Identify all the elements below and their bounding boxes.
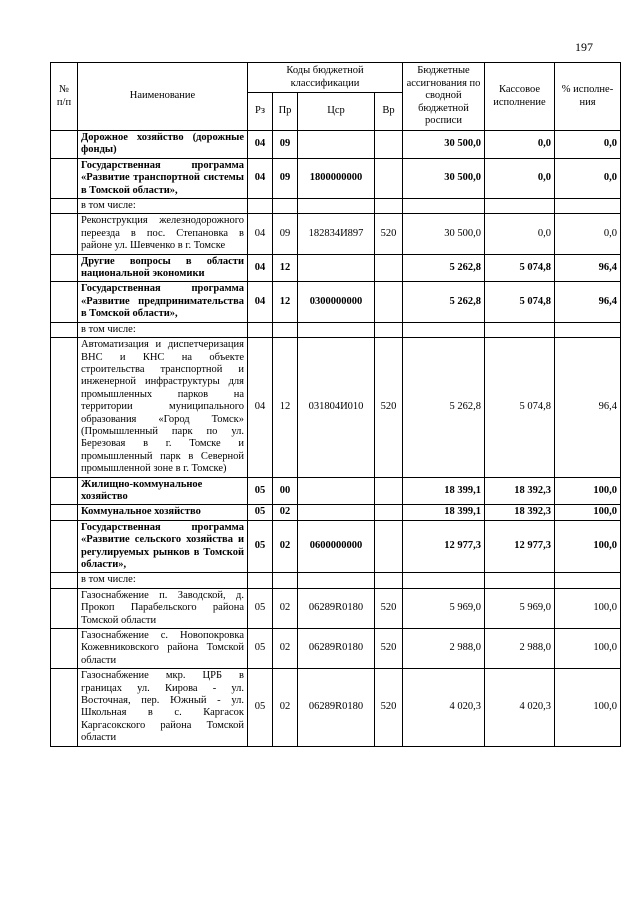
table-body [51, 131, 621, 747]
header-vr: Вр [375, 93, 403, 131]
table-row [51, 322, 621, 337]
cell-assign: 5 262,8 [403, 254, 485, 282]
cell-name: Дорожное хозяйство (дорожные фонды) [78, 131, 248, 159]
cell-no [51, 199, 78, 214]
cell-name: Автоматизация и диспетчеризация ВНС и КНС на объекте строительства транспортной и инженерной инфраструктуры для промышленных парков на территории муниципального образования «Город Томск» (Промышленный парк по ул. Березовая в г. Томске и промышленный парк в Северной промышленной зоне в г. Томске) [78, 338, 248, 477]
cell-no [51, 520, 78, 573]
cell-pct: 96,4 [555, 282, 621, 322]
cell-name: Государственная программа «Развитие предпринимательства в Томской области», [78, 282, 248, 322]
cell-assign: 5 262,8 [403, 338, 485, 477]
cell-pct: 96,4 [555, 338, 621, 477]
cell-vr: 520 [375, 588, 403, 628]
cell-csr [298, 131, 375, 159]
cell-no [51, 669, 78, 746]
table-row [51, 158, 621, 198]
cell-cash: 5 074,8 [485, 338, 555, 477]
cell-vr [375, 158, 403, 198]
cell-assign: 30 500,0 [403, 158, 485, 198]
cell-csr: 0300000000 [298, 282, 375, 322]
header-pr: Пр [273, 93, 298, 131]
cell-assign: 4 020,3 [403, 669, 485, 746]
cell-vr [375, 505, 403, 520]
cell-assign: 18 399,1 [403, 505, 485, 520]
cell-csr [298, 199, 375, 214]
cell-pr: 02 [273, 629, 298, 669]
cell-cash [485, 573, 555, 588]
cell-pr: 09 [273, 131, 298, 159]
cell-no [51, 214, 78, 254]
cell-vr: 520 [375, 629, 403, 669]
cell-name: Газоснабжение мкр. ЦРБ в границах ул. Кирова - ул. Восточная, пер. Южный - ул. Школьная в с. Каргасок Каргасокского района Томской области [78, 669, 248, 746]
cell-name: Жилищно-коммунальное хозяйство [78, 477, 248, 505]
cell-pr: 09 [273, 214, 298, 254]
cell-cash: 0,0 [485, 131, 555, 159]
cell-assign [403, 199, 485, 214]
cell-pct: 100,0 [555, 669, 621, 746]
cell-csr: 1800000000 [298, 158, 375, 198]
cell-assign: 30 500,0 [403, 214, 485, 254]
table-row [51, 131, 621, 159]
cell-rz: 05 [248, 520, 273, 573]
cell-vr [375, 520, 403, 573]
cell-csr: 031804И010 [298, 338, 375, 477]
cell-rz [248, 573, 273, 588]
header-pct: % исполне-ния [555, 63, 621, 131]
table-header [51, 63, 621, 131]
cell-no [51, 322, 78, 337]
cell-csr [298, 322, 375, 337]
cell-no [51, 505, 78, 520]
cell-csr: 06289R0180 [298, 629, 375, 669]
cell-cash: 5 074,8 [485, 254, 555, 282]
cell-rz: 05 [248, 669, 273, 746]
cell-vr: 520 [375, 214, 403, 254]
cell-csr [298, 505, 375, 520]
cell-assign: 12 977,3 [403, 520, 485, 573]
cell-name: Коммунальное хозяйство [78, 505, 248, 520]
cell-rz [248, 199, 273, 214]
cell-cash [485, 322, 555, 337]
cell-vr [375, 282, 403, 322]
cell-cash [485, 199, 555, 214]
table-row [51, 199, 621, 214]
cell-name: Реконструкция железнодорожного переезда в пос. Степановка в районе ул. Шевченко в г. Томске [78, 214, 248, 254]
cell-rz: 04 [248, 158, 273, 198]
cell-name: Другие вопросы в области национальной экономики [78, 254, 248, 282]
cell-pct [555, 199, 621, 214]
cell-pct: 100,0 [555, 588, 621, 628]
table-row [51, 505, 621, 520]
budget-table [50, 62, 621, 747]
cell-vr: 520 [375, 669, 403, 746]
table-row [51, 520, 621, 573]
cell-rz: 05 [248, 477, 273, 505]
cell-pct: 0,0 [555, 131, 621, 159]
cell-pr [273, 199, 298, 214]
cell-vr [375, 131, 403, 159]
cell-assign [403, 322, 485, 337]
cell-pr: 02 [273, 520, 298, 573]
cell-pct: 100,0 [555, 520, 621, 573]
cell-vr [375, 254, 403, 282]
cell-vr [375, 477, 403, 505]
cell-assign: 2 988,0 [403, 629, 485, 669]
cell-pct: 100,0 [555, 477, 621, 505]
cell-csr [298, 254, 375, 282]
cell-assign: 5 969,0 [403, 588, 485, 628]
cell-pr: 12 [273, 338, 298, 477]
cell-cash: 5 969,0 [485, 588, 555, 628]
cell-assign: 5 262,8 [403, 282, 485, 322]
table-row [51, 282, 621, 322]
cell-name: Газоснабжение п. Заводской, д. Прокоп Парабельского района Томской области [78, 588, 248, 628]
cell-pct: 100,0 [555, 505, 621, 520]
cell-cash: 0,0 [485, 214, 555, 254]
cell-rz: 05 [248, 505, 273, 520]
table-row [51, 629, 621, 669]
cell-rz: 05 [248, 588, 273, 628]
cell-cash: 12 977,3 [485, 520, 555, 573]
cell-no [51, 254, 78, 282]
cell-csr: 0600000000 [298, 520, 375, 573]
cell-name: Государственная программа «Развитие сельского хозяйства и регулируемых рынков в Томской области», [78, 520, 248, 573]
cell-pct: 100,0 [555, 629, 621, 669]
table-row [51, 477, 621, 505]
table-row [51, 588, 621, 628]
cell-no [51, 158, 78, 198]
cell-name: Государственная программа «Развитие транспортной системы в Томской области», [78, 158, 248, 198]
cell-assign: 18 399,1 [403, 477, 485, 505]
cell-csr: 06289R0180 [298, 669, 375, 746]
header-cash: Кассовое исполнение [485, 63, 555, 131]
table-row [51, 573, 621, 588]
cell-pr: 09 [273, 158, 298, 198]
cell-rz: 04 [248, 338, 273, 477]
cell-pct: 0,0 [555, 158, 621, 198]
cell-pr [273, 573, 298, 588]
cell-cash: 2 988,0 [485, 629, 555, 669]
cell-pr [273, 322, 298, 337]
cell-no [51, 573, 78, 588]
cell-no [51, 588, 78, 628]
cell-assign: 30 500,0 [403, 131, 485, 159]
header-no: № п/п [51, 63, 78, 131]
cell-name: в том числе: [78, 199, 248, 214]
cell-no [51, 629, 78, 669]
cell-cash: 5 074,8 [485, 282, 555, 322]
cell-name: Газоснабжение с. Новопокровка Кожевниковского района Томской области [78, 629, 248, 669]
header-assign: Бюджетные ассигнования по сводной бюджетной росписи [403, 63, 485, 131]
header-codes: Коды бюджетной классификации [248, 63, 403, 93]
header-name: Наименование [78, 63, 248, 131]
cell-cash: 0,0 [485, 158, 555, 198]
cell-rz: 04 [248, 131, 273, 159]
cell-assign [403, 573, 485, 588]
table-row [51, 214, 621, 254]
cell-csr: 06289R0180 [298, 588, 375, 628]
cell-pr: 12 [273, 282, 298, 322]
cell-pr: 00 [273, 477, 298, 505]
cell-rz: 04 [248, 282, 273, 322]
page-number: 197 [575, 40, 593, 54]
cell-pr: 12 [273, 254, 298, 282]
cell-csr [298, 477, 375, 505]
header-csr: Цср [298, 93, 375, 131]
cell-no [51, 338, 78, 477]
cell-rz: 05 [248, 629, 273, 669]
cell-csr: 182834И897 [298, 214, 375, 254]
cell-pct: 0,0 [555, 214, 621, 254]
cell-pct [555, 322, 621, 337]
cell-cash: 4 020,3 [485, 669, 555, 746]
cell-cash: 18 392,3 [485, 477, 555, 505]
cell-no [51, 131, 78, 159]
cell-pct [555, 573, 621, 588]
cell-vr [375, 573, 403, 588]
cell-rz [248, 322, 273, 337]
cell-pr: 02 [273, 505, 298, 520]
cell-pr: 02 [273, 669, 298, 746]
cell-no [51, 477, 78, 505]
cell-name: в том числе: [78, 322, 248, 337]
cell-name: в том числе: [78, 573, 248, 588]
table-row [51, 669, 621, 746]
cell-vr: 520 [375, 338, 403, 477]
cell-rz: 04 [248, 254, 273, 282]
table-row [51, 338, 621, 477]
cell-vr [375, 199, 403, 214]
cell-cash: 18 392,3 [485, 505, 555, 520]
cell-vr [375, 322, 403, 337]
table-row [51, 254, 621, 282]
cell-pct: 96,4 [555, 254, 621, 282]
cell-pr: 02 [273, 588, 298, 628]
cell-rz: 04 [248, 214, 273, 254]
cell-csr [298, 573, 375, 588]
cell-no [51, 282, 78, 322]
header-rz: Рз [248, 93, 273, 131]
